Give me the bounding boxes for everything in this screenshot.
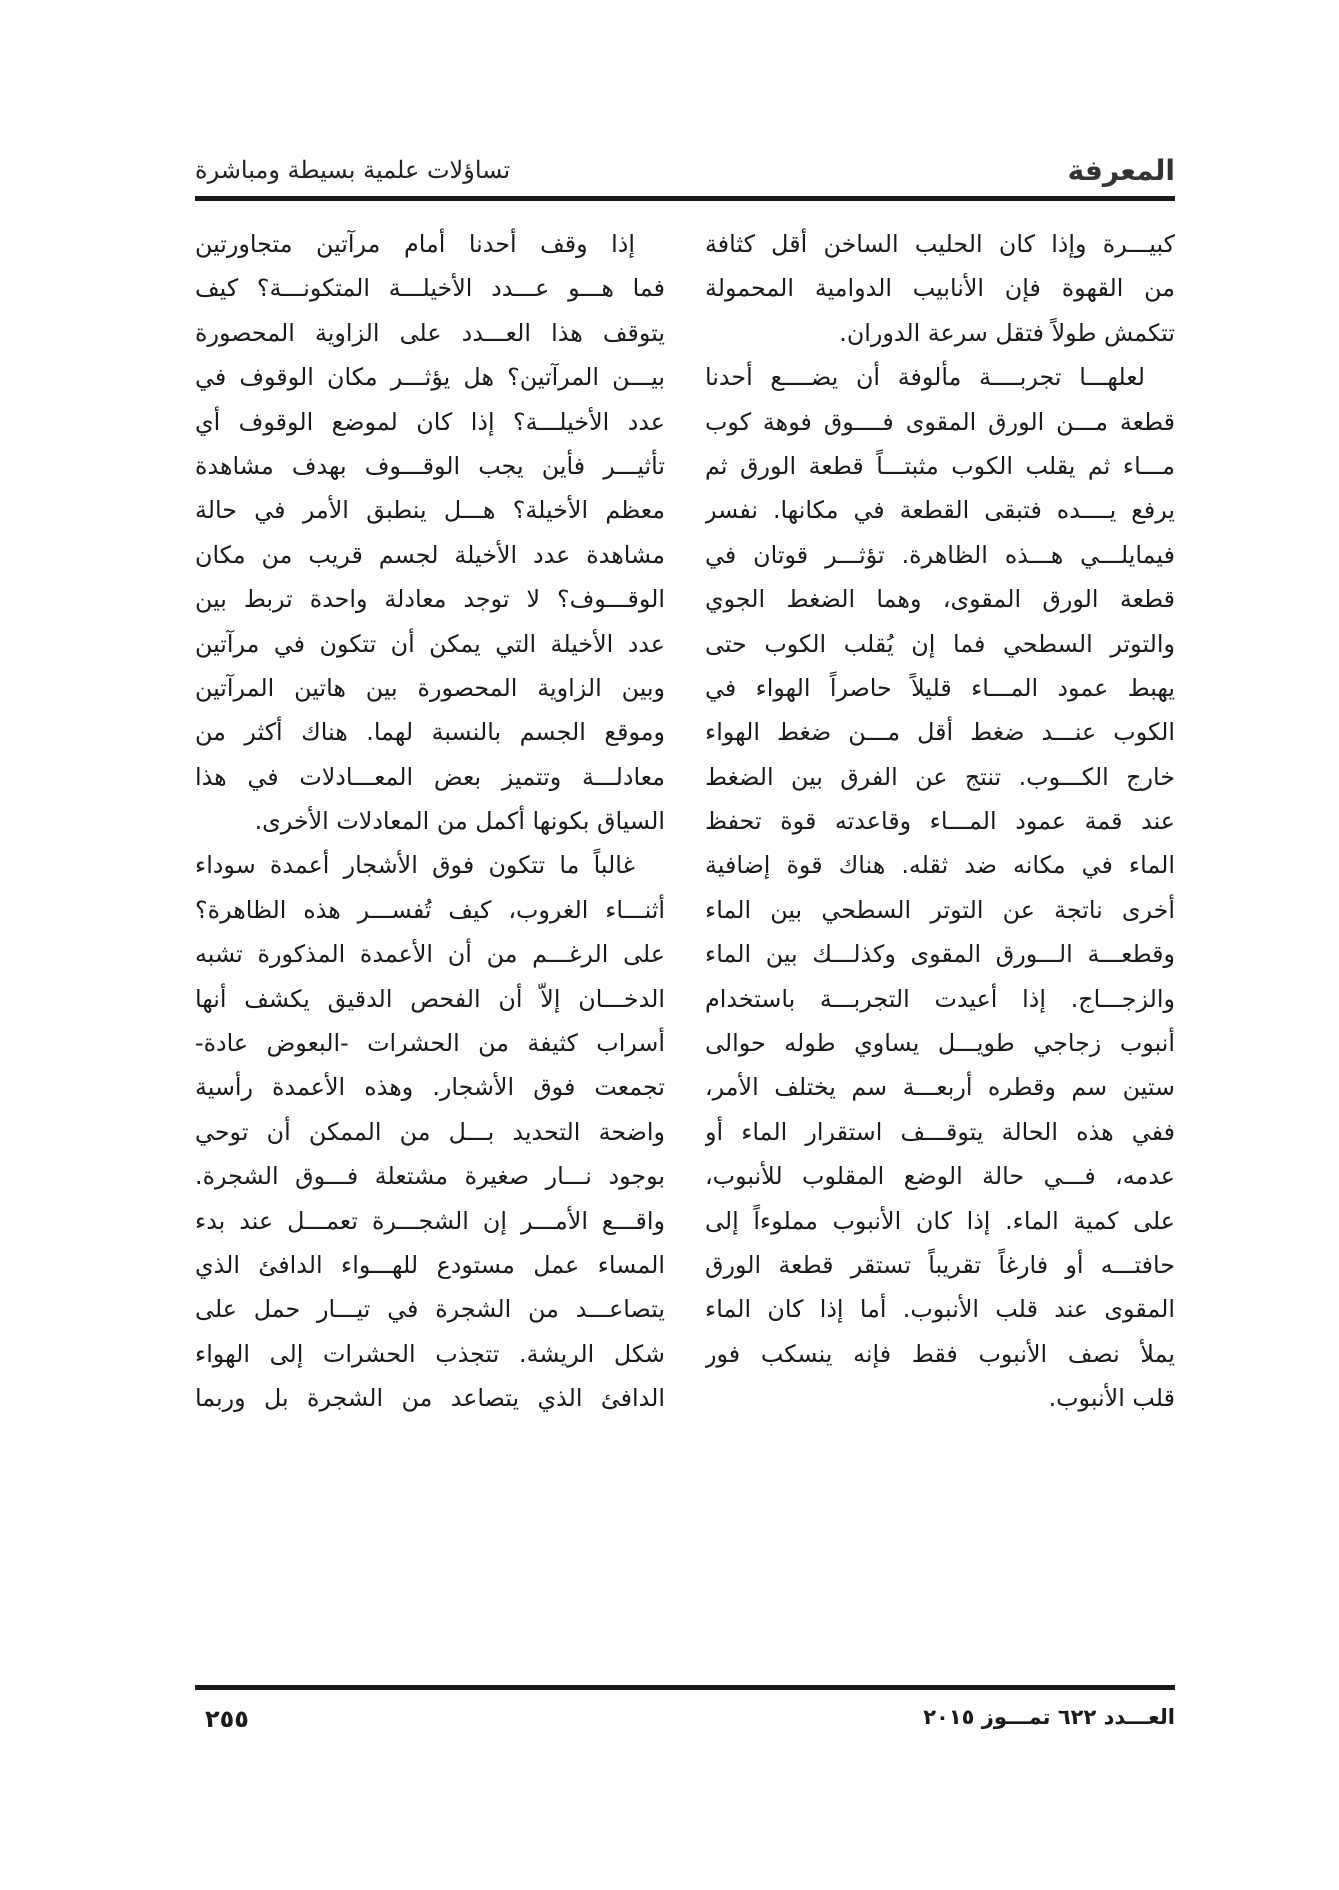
text-line: عدد الأخيلـــة؟ إذا كان لموضع الوقوف أي <box>195 407 665 436</box>
text-line: عدد الأخيلة التي يمكن أن تتكون في مرآتين <box>195 629 665 658</box>
text-line: واضحة التحديد بـــل من الممكن أن توحي <box>195 1117 665 1146</box>
text-line: من القهوة فإن الأنابيب الدوامية المحمولة <box>705 274 1175 303</box>
page-number: ٢٥٥ <box>205 1705 249 1733</box>
section-title: تساؤلات علمية بسيطة ومباشرة <box>195 156 511 184</box>
issue-info: العـــدد ٦٢٢ تمـــوز ٢٠١٥ <box>923 1705 1175 1729</box>
text-line: وموقع الجسم بالنسبة لهما. هناك أكثر من <box>195 718 665 747</box>
text-line: شكل الريشة. تتجذب الحشرات إلى الهواء <box>195 1339 665 1368</box>
text-line: عدمه، فـــي حالة الوضع المقلوب للأنبوب، <box>705 1162 1175 1191</box>
text-line: وبين الزاوية المحصورة بين هاتين المرآتين <box>195 673 665 702</box>
text-line: يتوقف هذا العـــدد على الزاوية المحصورة <box>195 318 665 347</box>
text-line: يملأ نصف الأنبوب فقط فإنه ينسكب فور <box>705 1339 1175 1368</box>
text-line: إذا وقف أحدنا أمام مرآتين متجاورتين <box>195 230 635 258</box>
text-line: على كمية الماء. إذا كان الأنبوب مملوءاً إلى <box>705 1206 1175 1235</box>
text-line: معظم الأخيلة؟ هـــل ينطبق الأمر في حالة <box>195 496 665 525</box>
text-line: تأثيـــر فأين يجب الوقـــوف بهدف مشاهدة <box>195 451 665 480</box>
magazine-logo: المعرفة <box>1067 154 1175 187</box>
text-line: كبيـــرة وإذا كان الحليب الساخن أقل كثافة <box>705 230 1175 258</box>
text-line: فيمايلـــي هـــذه الظاهرة. تؤثـــر قوتان في <box>705 540 1175 569</box>
footer-divider <box>195 1685 1175 1690</box>
text-line: ففي هذه الحالة يتوقـــف استقرار الماء أو <box>705 1117 1175 1146</box>
header-divider <box>195 196 1175 201</box>
text-line: والزجـــاج. إذا أعيدت التجربـــة باستخدام <box>705 984 1175 1013</box>
text-line: فما هـــو عـــدد الأخيلـــة المتكونـــة؟ كيف <box>195 274 665 303</box>
text-line: معادلـــة وتتميز بعض المعـــادلات في هذا <box>195 762 665 791</box>
text-line: أسراب كثيفة من الحشرات -البعوض عادة- <box>195 1029 665 1058</box>
text-line: تتكمش طولاً فتقل سرعة الدوران. <box>839 318 1175 347</box>
text-column-left <box>195 222 665 1672</box>
text-line: بوجود نـــار صغيرة مشتعلة فـــوق الشجرة. <box>195 1162 665 1191</box>
text-line: يتصاعـــد من الشجرة في تيـــار حمل على <box>195 1295 665 1324</box>
text-line: حافتـــه أو فارغاً تقريباً تستقر قطعة الورق <box>705 1250 1175 1279</box>
text-line: بيـــن المرآتين؟ هل يؤثـــر مكان الوقوف في <box>195 363 665 392</box>
text-line: الدافئ الذي يتصاعد من الشجرة بل وربما <box>195 1384 665 1413</box>
text-line: تجمعت فوق الأشجار. وهذه الأعمدة رأسية <box>195 1073 665 1102</box>
page-footer <box>195 1705 1175 1745</box>
text-line: ستين سم وقطره أربعـــة سم يختلف الأمر، <box>705 1073 1175 1102</box>
text-line: السياق بكونها أكمل من المعادلات الأخرى. <box>254 807 665 836</box>
text-line: الماء في مكانه ضد ثقله. هناك قوة إضافية <box>705 851 1175 880</box>
text-line: عند قمة عمود المـــاء وقاعدته قوة تحفظ <box>705 807 1175 836</box>
text-line: والتوتر السطحي فما إن يُقلب الكوب حتى <box>705 629 1175 658</box>
text-line: المساء عمل مستودع للهـــواء الدافئ الذي <box>195 1250 665 1279</box>
text-line: قطعة الورق المقوى، وهما الضغط الجوي <box>705 585 1175 614</box>
text-line: المقوى عند قلب الأنبوب. أما إذا كان الماء <box>705 1295 1175 1324</box>
text-line: أخرى ناتجة عن التوتر السطحي بين الماء <box>705 895 1175 924</box>
text-line: الكوب عنـــد ضغط أقل مـــن ضغط الهواء <box>705 718 1175 747</box>
text-line: مشاهدة عدد الأخيلة لجسم قريب من مكان <box>195 540 665 569</box>
text-line: الوقـــوف؟ لا توجد معادلة واحدة تربط بين <box>195 585 665 614</box>
text-line: مـــاء ثم يقلب الكوب مثبتـــاً قطعة الورق ثم <box>705 451 1175 480</box>
text-line: واقـــع الأمـــر إن الشجـــرة تعمـــل عند بدء <box>195 1206 665 1235</box>
text-line: قطعة مـــن الورق المقوى فــــوق فوهة كوب <box>705 407 1175 436</box>
text-line: على الرغـــم من أن الأعمدة المذكورة تشبه <box>195 940 665 969</box>
text-line: يرفع يــــده فتبقى القطعة في مكانها. نفسر <box>705 496 1175 525</box>
text-line: يهبط عمود المـــاء قليلاً حاصراً الهواء في <box>705 673 1175 702</box>
text-line: الدخـــان إلاّ أن الفحص الدقيق يكشف أنها <box>195 984 665 1013</box>
text-line: غالباً ما تتكون فوق الأشجار أعمدة سوداء <box>195 851 635 880</box>
text-line: خارج الكـــوب. تنتج عن الفرق بين الضغط <box>705 762 1175 791</box>
text-line: لعلهـــا تجربــــة مألوفة أن يضــــع أحدنا <box>705 363 1145 392</box>
text-column-right <box>705 222 1175 1672</box>
text-line: قلب الأنبوب. <box>1048 1384 1175 1413</box>
page-header <box>195 150 1175 198</box>
text-line: وقطعـــة الـــورق المقوى وكذلـــك بين الماء <box>705 940 1175 969</box>
text-line: أثنـــاء الغروب، كيف تُفســـر هذه الظاهرة؟ <box>195 895 665 924</box>
text-line: أنبوب زجاجي طويـــل يساوي طوله حوالى <box>705 1029 1175 1058</box>
